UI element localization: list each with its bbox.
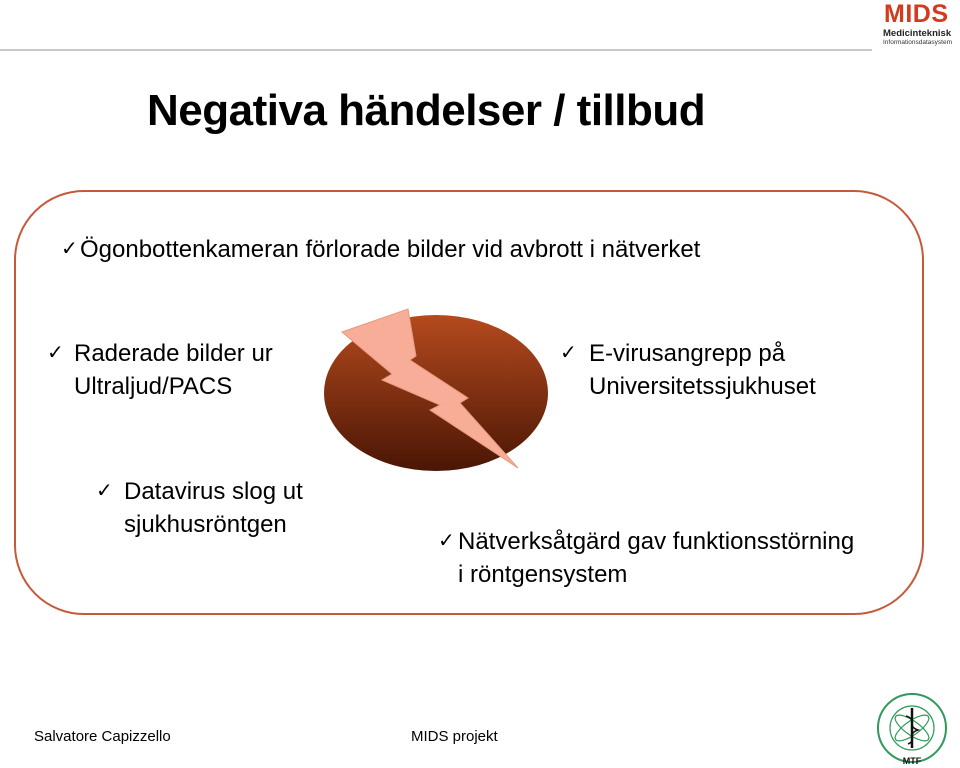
logo-brand: MIDS	[884, 0, 949, 28]
check-icon: ✓	[96, 480, 113, 502]
bullet-1	[80, 233, 700, 266]
bullet-4-line-1: Datavirus slog ut	[124, 478, 303, 505]
logo-tagline: Informationsdatasystem	[883, 39, 953, 46]
check-icon: ✓	[560, 342, 577, 364]
mtf-seal-logo	[868, 690, 956, 766]
bullet-2-line-2: Ultraljud/PACS	[74, 373, 233, 400]
bullet-5-line-2: i röntgensystem	[458, 561, 628, 588]
bullet-3-line-2: Universitetssjukhuset	[589, 373, 816, 400]
check-icon: ✓	[438, 530, 455, 552]
lightning-disc-illustration	[320, 302, 560, 478]
bullet-1-line-1: Ögonbottenkameran förlorade bilder vid avbrott i nätverket	[80, 236, 701, 263]
header-rule	[0, 49, 872, 51]
bullet-5	[458, 525, 854, 591]
mids-logo	[880, 2, 958, 48]
bullet-4	[124, 475, 303, 541]
footer-author: Salvatore Capizzello	[34, 728, 171, 745]
check-icon: ✓	[61, 238, 78, 260]
slide-title: Negativa händelser / tillbud	[147, 86, 706, 135]
seal-abbr: MTF	[902, 756, 922, 766]
footer-project: MIDS projekt	[411, 728, 498, 745]
bullet-2-line-1: Raderade bilder ur	[74, 340, 273, 367]
bullet-4-line-2: sjukhusröntgen	[124, 511, 287, 538]
bullet-3	[589, 337, 816, 403]
bullet-5-line-1: Nätverksåtgärd gav funktionsstörning	[458, 528, 855, 555]
check-icon: ✓	[47, 342, 64, 364]
logo-subtitle: Medicinteknisk	[883, 28, 952, 39]
bullet-2	[74, 337, 273, 403]
bullet-3-line-1: E-virusangrepp på	[589, 340, 786, 367]
